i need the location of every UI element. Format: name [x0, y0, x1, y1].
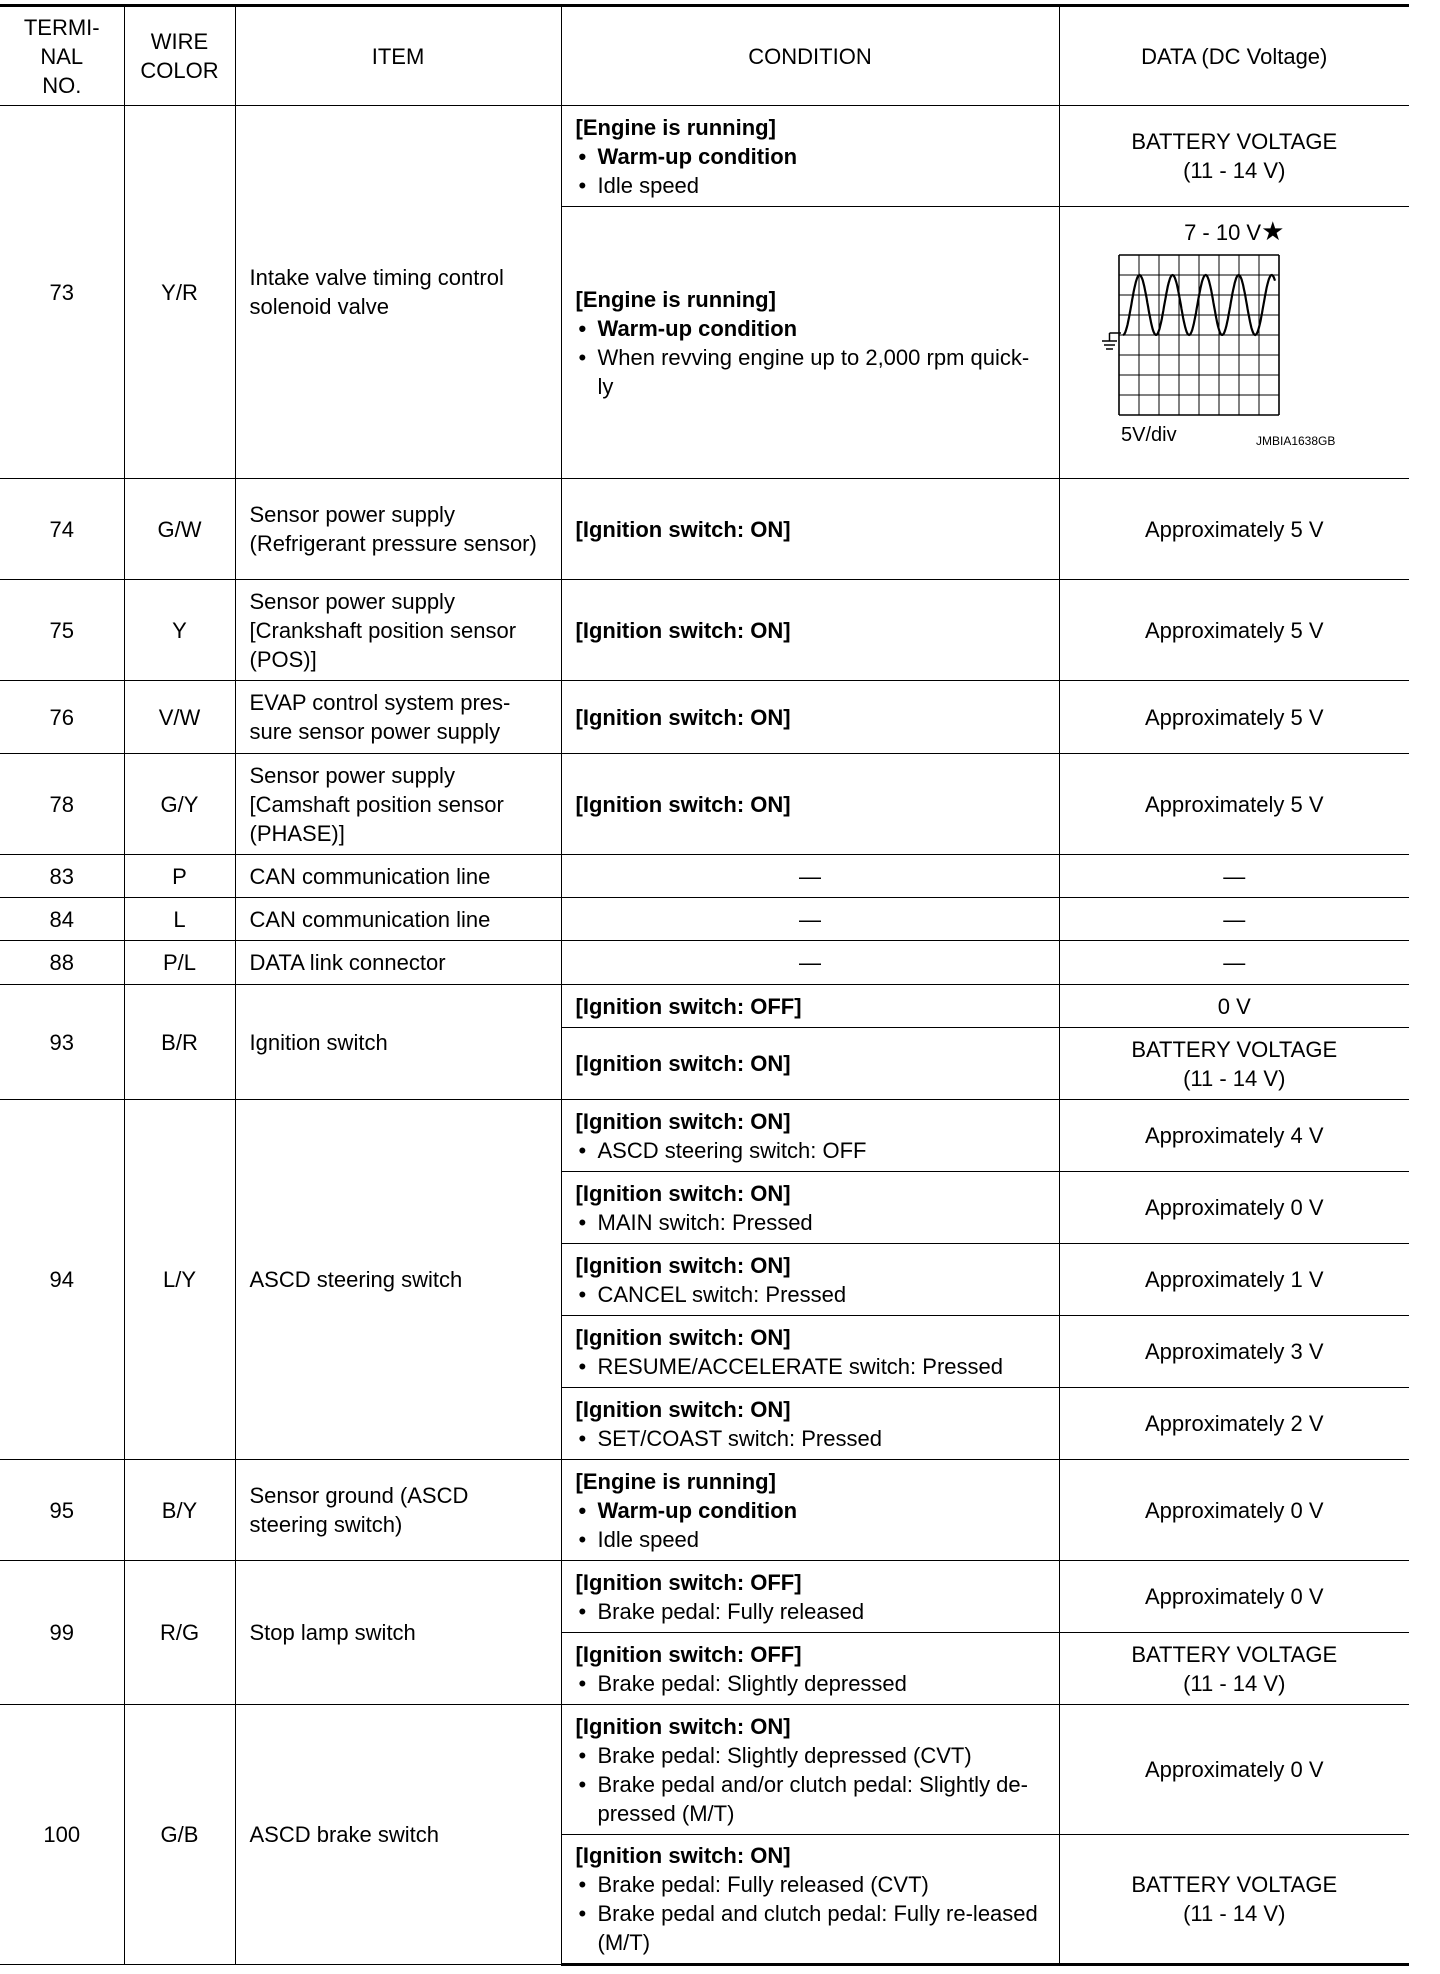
table-row	[0, 479, 1409, 580]
item: EVAP control system pres-sure sensor power supply	[235, 681, 561, 754]
data-value: Approximately 3 V	[1059, 1316, 1409, 1388]
condition: [Ignition switch: OFF]	[561, 985, 1059, 1028]
data-value: Approximately 5 V	[1059, 681, 1409, 754]
header-data: DATA (DC Voltage)	[1059, 6, 1409, 106]
condition-bullet: • Warm-up condition	[576, 142, 1045, 171]
condition: [Ignition switch: ON] • SET/COAST switch: Pressed	[561, 1388, 1059, 1460]
table-row	[0, 855, 1409, 898]
condition: [Ignition switch: ON]	[561, 681, 1059, 754]
terminal-no: 83	[0, 855, 124, 898]
condition: [Ignition switch: ON] • Brake pedal: Fully released (CVT) • Brake pedal and clutch pedal: Fully re-leased (M/T)	[561, 1835, 1059, 1965]
condition-bullet: • Brake pedal: Fully released	[576, 1597, 1045, 1626]
data-value: BATTERY VOLTAGE (11 - 14 V)	[1059, 1633, 1409, 1705]
wire-color: Y/R	[124, 106, 235, 479]
condition-bullet: • Idle speed	[576, 1525, 1045, 1554]
condition: [Ignition switch: ON] • CANCEL switch: Pressed	[561, 1244, 1059, 1316]
figure-code: JMBIA1638GB	[1256, 434, 1336, 448]
header-item: ITEM	[235, 6, 561, 106]
condition: [Ignition switch: OFF] • Brake pedal: Slightly depressed	[561, 1633, 1059, 1705]
data-value: 0 V	[1059, 985, 1409, 1028]
header-row	[0, 6, 1409, 106]
table-row	[0, 941, 1409, 985]
terminal-no: 95	[0, 1460, 124, 1561]
condition-head: [Engine is running]	[575, 286, 776, 312]
condition-head: [Engine is running]	[575, 114, 776, 140]
condition-bullet: • Brake pedal: Slightly depressed (CVT)	[576, 1741, 1045, 1770]
item: DATA link connector	[235, 941, 561, 985]
table-row	[0, 1100, 1409, 1172]
condition-bullet: • Brake pedal: Slightly depressed	[576, 1669, 1045, 1698]
condition-bullet: • RESUME/ACCELERATE switch: Pressed	[576, 1352, 1045, 1381]
data-value: Approximately 1 V	[1059, 1244, 1409, 1316]
terminal-no: 93	[0, 985, 124, 1100]
item: ASCD steering switch	[235, 1100, 561, 1460]
wire-color: P	[124, 855, 235, 898]
condition: [Ignition switch: ON]	[561, 1028, 1059, 1100]
wire-color: R/G	[124, 1561, 235, 1705]
condition-bullet: • Brake pedal: Fully released (CVT)	[576, 1870, 1045, 1899]
wire-color: G/B	[124, 1705, 235, 1965]
item: Sensor power supply (Refrigerant pressure sensor)	[235, 479, 561, 580]
terminal-no: 73	[0, 106, 124, 479]
condition-bullet: • Warm-up condition	[576, 314, 1045, 343]
data-value: Approximately 5 V	[1059, 580, 1409, 681]
condition-bullet: • SET/COAST switch: Pressed	[576, 1424, 1045, 1453]
condition: —	[561, 855, 1059, 898]
terminal-no: 75	[0, 580, 124, 681]
table-row	[0, 1561, 1409, 1633]
item: Sensor power supply [Crankshaft position sensor (POS)]	[235, 580, 561, 681]
star-icon: ★	[1261, 216, 1285, 246]
item: ASCD brake switch	[235, 1705, 561, 1965]
condition: [Engine is running] • Warm-up condition • Idle speed	[561, 1460, 1059, 1561]
data-line: BATTERY VOLTAGE	[1131, 129, 1338, 154]
item: Stop lamp switch	[235, 1561, 561, 1705]
wire-color: B/R	[124, 985, 235, 1100]
header-wire-color: WIRE COLOR	[124, 6, 235, 106]
data-value: Approximately 5 V	[1059, 479, 1409, 580]
condition: [Ignition switch: ON] • Brake pedal: Slightly depressed (CVT) • Brake pedal and/or clutch pedal: Slightly de-pressed (M/T)	[561, 1705, 1059, 1835]
table-row	[0, 681, 1409, 754]
condition-bullet: • MAIN switch: Pressed	[576, 1208, 1045, 1237]
condition: —	[561, 941, 1059, 985]
data-value: Approximately 0 V	[1059, 1460, 1409, 1561]
terminal-no: 74	[0, 479, 124, 580]
item: Ignition switch	[235, 985, 561, 1100]
table-row	[0, 1705, 1409, 1835]
data-value: BATTERY VOLTAGE (11 - 14 V)	[1059, 1835, 1409, 1965]
data-value: Approximately 0 V	[1059, 1172, 1409, 1244]
data-line: (11 - 14 V)	[1183, 158, 1286, 183]
data-value: —	[1059, 855, 1409, 898]
condition: [Ignition switch: ON] • MAIN switch: Pressed	[561, 1172, 1059, 1244]
ground-icon	[1102, 333, 1121, 349]
terminal-no: 88	[0, 941, 124, 985]
condition-bullet: • Brake pedal and/or clutch pedal: Slightly de-pressed (M/T)	[576, 1770, 1045, 1828]
condition-bullet: • When revving engine up to 2,000 rpm quick-ly	[576, 343, 1045, 401]
item: Sensor ground (ASCD steering switch)	[235, 1460, 561, 1561]
terminal-no: 94	[0, 1100, 124, 1460]
table-row	[0, 985, 1409, 1028]
wire-color: B/Y	[124, 1460, 235, 1561]
scale-label: 5V/div	[1121, 424, 1177, 446]
table-row	[0, 1460, 1409, 1561]
item: CAN communication line	[235, 898, 561, 941]
wire-color: P/L	[124, 941, 235, 985]
wire-color: Y	[124, 580, 235, 681]
ecm-terminal-table	[0, 4, 1409, 1966]
data-value: Approximately 0 V	[1059, 1705, 1409, 1835]
condition: [Ignition switch: ON]	[561, 479, 1059, 580]
condition: [Ignition switch: OFF] • Brake pedal: Fully released	[561, 1561, 1059, 1633]
data-value: Approximately 2 V	[1059, 1388, 1409, 1460]
condition-bullet: • Brake pedal and clutch pedal: Fully re-leased (M/T)	[576, 1899, 1045, 1957]
oscilloscope-waveform	[1099, 253, 1369, 448]
condition-bullet: • ASCD steering switch: OFF	[576, 1136, 1045, 1165]
condition-bullet: • Idle speed	[576, 171, 1045, 200]
data-value: BATTERY VOLTAGE (11 - 14 V)	[1059, 1028, 1409, 1100]
wire-color: V/W	[124, 681, 235, 754]
data-value: Approximately 5 V	[1059, 754, 1409, 855]
condition: [Ignition switch: ON]	[561, 754, 1059, 855]
data-value: Approximately 0 V	[1059, 1561, 1409, 1633]
condition: [Ignition switch: ON]	[561, 580, 1059, 681]
table-row	[0, 754, 1409, 855]
condition	[561, 207, 1059, 479]
table-row	[0, 580, 1409, 681]
condition: —	[561, 898, 1059, 941]
wire-color: G/W	[124, 479, 235, 580]
condition	[561, 106, 1059, 207]
data-value: Approximately 4 V	[1059, 1100, 1409, 1172]
wire-color: L	[124, 898, 235, 941]
header-terminal: TERMI- NAL NO.	[0, 6, 124, 106]
condition-bullet: • Warm-up condition	[576, 1496, 1045, 1525]
terminal-no: 100	[0, 1705, 124, 1965]
header-condition: CONDITION	[561, 6, 1059, 106]
terminal-no: 76	[0, 681, 124, 754]
condition-bullet: • CANCEL switch: Pressed	[576, 1280, 1045, 1309]
data-waveform-cell	[1059, 207, 1409, 479]
table-row	[0, 898, 1409, 941]
item: Intake valve timing control solenoid valve	[235, 106, 561, 479]
wire-color: G/Y	[124, 754, 235, 855]
item: Sensor power supply [Camshaft position sensor (PHASE)]	[235, 754, 561, 855]
data-value: —	[1059, 898, 1409, 941]
item: CAN communication line	[235, 855, 561, 898]
wire-color: L/Y	[124, 1100, 235, 1460]
terminal-no: 99	[0, 1561, 124, 1705]
waveform-value: 7 - 10 V★	[1184, 216, 1285, 246]
data-value	[1059, 106, 1409, 207]
condition: [Ignition switch: ON] • RESUME/ACCELERATE switch: Pressed	[561, 1316, 1059, 1388]
data-value: —	[1059, 941, 1409, 985]
condition: [Ignition switch: ON] • ASCD steering switch: OFF	[561, 1100, 1059, 1172]
terminal-no: 84	[0, 898, 124, 941]
terminal-no: 78	[0, 754, 124, 855]
table-row	[0, 106, 1409, 207]
